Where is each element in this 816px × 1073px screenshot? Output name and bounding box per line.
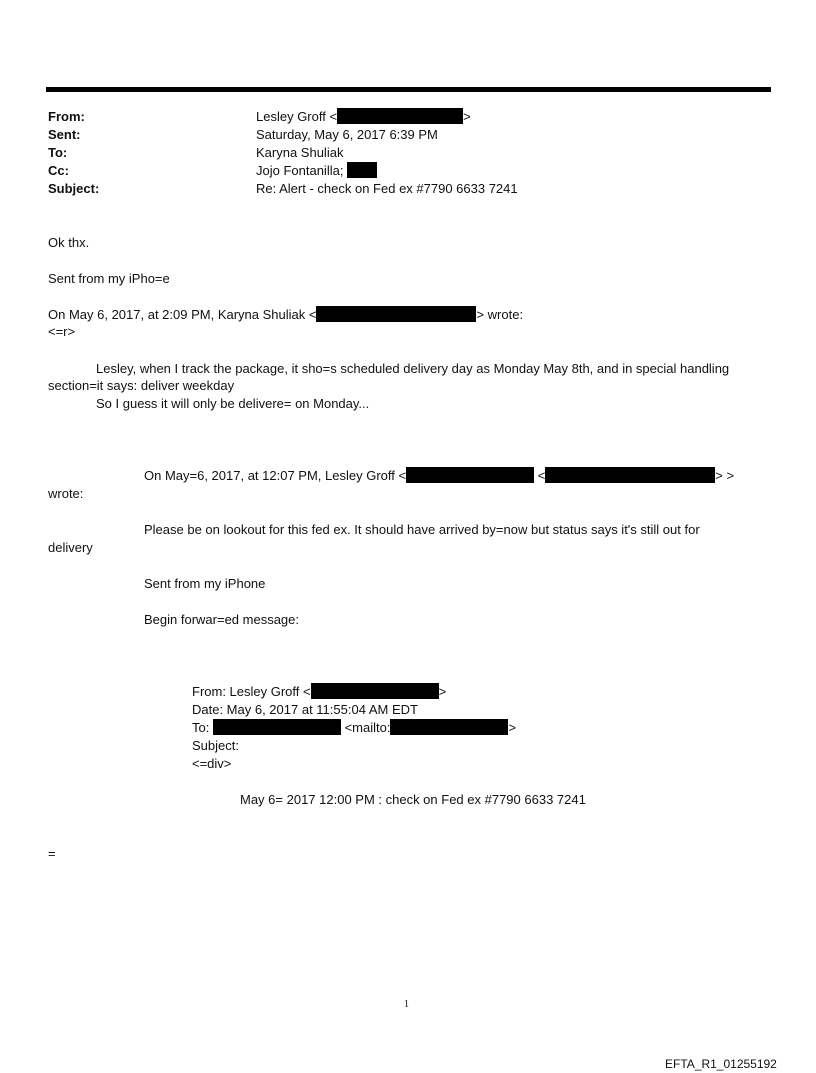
from-close: > [463,109,471,124]
redaction-block [213,719,341,735]
to-value: Karyna Shuliak [256,145,344,160]
subject-value: Re: Alert - check on Fed ex #7790 6633 7241 [256,181,518,196]
quote2-prefix: On May=6, 2017, at 12:07 PM, Lesley Groff < [144,468,407,483]
begin-forwarded: Begin forwar=ed message: [144,612,300,627]
quote2-suffix: > > [715,468,735,483]
para1-line-c: So I guess it will only be delivere= on Monday... [96,396,370,411]
subject-label: Subject: [48,181,100,196]
quote1-header [48,306,523,323]
fwd-from [192,683,446,700]
fwd-from-prefix: From: Lesley Groff < [192,684,311,699]
redaction-block [311,683,439,699]
to-label: To: [48,145,68,160]
quote2-lt: < [537,468,546,483]
body-line-sent-from: Sent from my iPho=e [48,271,170,286]
quote1-prefix: On May 6, 2017, at 2:09 PM, Karyna Shuliak < [48,307,317,322]
redaction-block [390,719,508,735]
sent-value: Saturday, May 6, 2017 6:39 PM [256,127,438,142]
sent-label: Sent: [48,127,81,142]
redaction-block [406,467,534,483]
para1-line-b: section=it says: deliver weekday [48,378,235,393]
para2-line-b: delivery [48,540,93,555]
sent-from-iphone: Sent from my iPhone [144,576,266,591]
body-line-ok: Ok thx. [48,235,90,250]
from-value [256,108,471,125]
redaction-block [337,108,463,124]
redaction-block [545,467,715,483]
fwd-mailto: <mailto: [344,720,391,735]
fwd-from-close: > [438,684,447,699]
redaction-block [347,162,377,178]
fwd-to [192,719,516,736]
redaction-block [316,306,476,322]
fwd-to-label: To: [192,720,210,735]
quote2-header [144,467,734,484]
trailing-equals: = [48,846,56,861]
from-label: From: [48,109,85,124]
para2-line-a: Please be on lookout for this fed ex. It should have arrived by=now but status says it's still out for [144,522,700,537]
fwd-to-close: > [508,720,517,735]
from-name: Lesley Groff < [256,109,338,124]
quote1-tag: <=r> [48,324,76,339]
document-id: EFTA_R1_01255192 [665,1057,777,1071]
quote1-suffix: > wrote: [476,307,524,322]
cc-name: Jojo Fontanilla; [256,163,344,178]
fwd-date: Date: May 6, 2017 at 11:55:04 AM EDT [192,702,418,717]
cc-label: Cc: [48,163,69,178]
page-number: 1 [404,999,409,1010]
quote2-wrote: wrote: [48,486,84,501]
fwd-alert-line: May 6= 2017 12:00 PM : check on Fed ex #7790 6633 7241 [240,792,586,807]
para1-line-a: Lesley, when I track the package, it sho=s scheduled delivery day as Monday May 8th, and in special handling [96,361,730,376]
fwd-subject: Subject: [192,738,239,753]
header-rule [46,87,771,92]
cc-value [256,162,377,179]
fwd-div-tag: <=div> [192,756,232,771]
